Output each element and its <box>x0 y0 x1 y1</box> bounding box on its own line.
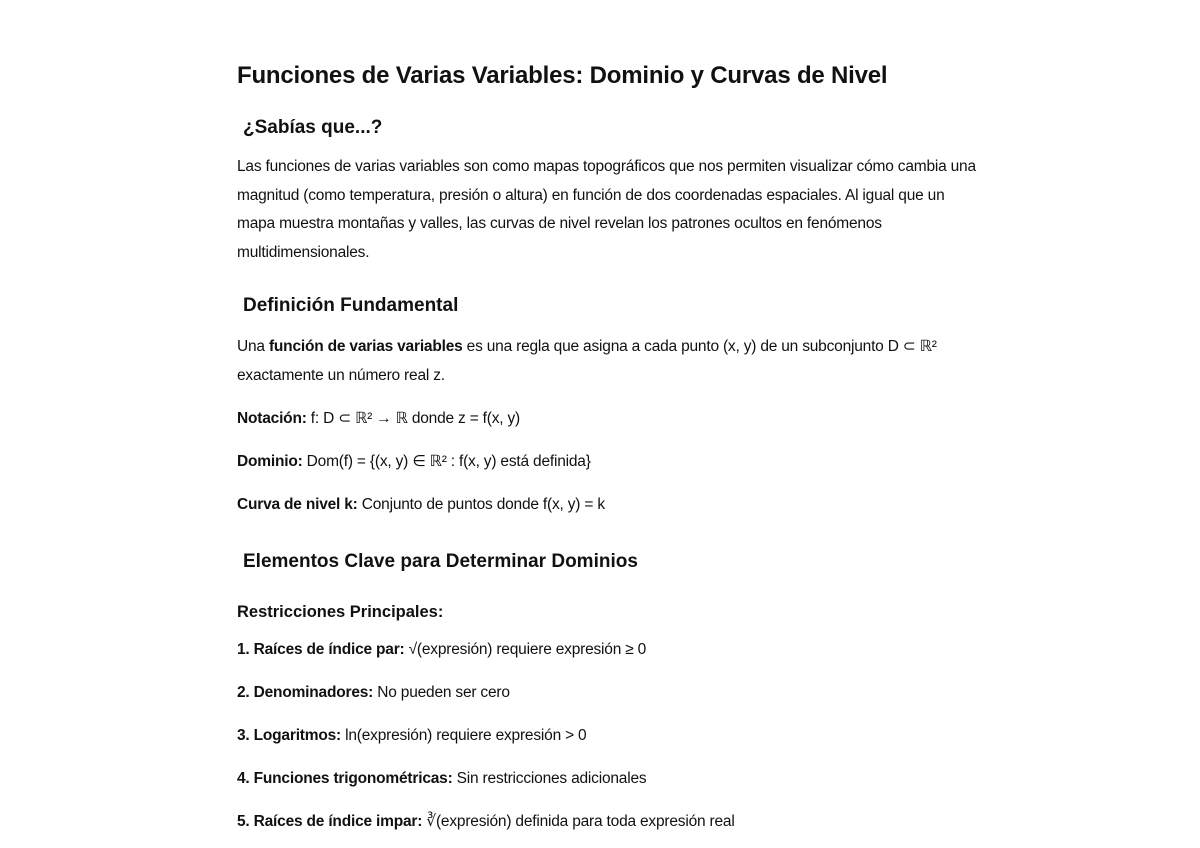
page-title: Funciones de Varias Variables: Dominio y Curvas de Nivel <box>237 62 888 89</box>
list-item-label: 1. Raíces de índice par: <box>237 641 405 658</box>
level-curve-label: Curva de nivel k: <box>237 496 358 513</box>
section-heading-elementos: Elementos Clave para Determinar Dominios <box>243 551 638 572</box>
list-item-label: 4. Funciones trigonométricas: <box>237 770 453 787</box>
notation-label: Notación: <box>237 410 307 427</box>
notation-line <box>237 405 977 433</box>
list-item-text: Sin restricciones adicionales <box>452 770 647 787</box>
section-heading-definicion: Definición Fundamental <box>243 295 459 316</box>
list-item-text: ∛(expresión) definida para toda expresión real <box>422 813 735 830</box>
list-item <box>237 808 977 836</box>
notation-text: f: D ⊂ ℝ² → ℝ donde z = f(x, y) <box>306 410 520 427</box>
document-page <box>237 58 977 836</box>
list-item-text: √(expresión) requiere expresión ≥ 0 <box>404 641 647 658</box>
list-item-text: No pueden ser cero <box>373 684 510 701</box>
list-item-label: 3. Logaritmos: <box>237 727 341 744</box>
list-item-text: ln(expresión) requiere expresión > 0 <box>341 727 587 744</box>
section-heading-sabias: ¿Sabías que...? <box>243 117 383 138</box>
list-item-label: 5. Raíces de índice impar: <box>237 813 423 830</box>
domain-label: Dominio: <box>237 453 303 470</box>
list-item <box>237 636 977 664</box>
restrictions-subheading: Restricciones Principales: <box>237 603 444 621</box>
domain-text: Dom(f) = {(x, y) ∈ ℝ² : f(x, y) está definida} <box>302 453 591 470</box>
list-item <box>237 679 977 707</box>
level-curve-text: Conjunto de puntos donde f(x, y) = k <box>357 496 605 513</box>
list-item <box>237 765 977 793</box>
list-item-label: 2. Denominadores: <box>237 684 374 701</box>
level-curve-line <box>237 491 977 519</box>
list-item <box>237 722 977 750</box>
domain-line <box>237 448 977 476</box>
definition-paragraph <box>237 333 977 390</box>
definition-text-suffix: es una regla que asigna a cada punto (x, y) de un subconjunto D ⊂ ℝ² exactamente un número real z. <box>237 338 937 384</box>
definition-text-prefix: Una <box>237 338 269 355</box>
definition-term: función de varias variables <box>268 338 463 355</box>
intro-paragraph: Las funciones de varias variables son como mapas topográficos que nos permiten visualizar cómo cambia una magnitud (como temperatura, presión o altura) en función de dos coordenadas espaciales. Al igual que un mapa muestra montañas y valles, las curvas de nivel revelan los patrones ocultos en fenómenos multidimensionales. <box>237 158 976 261</box>
